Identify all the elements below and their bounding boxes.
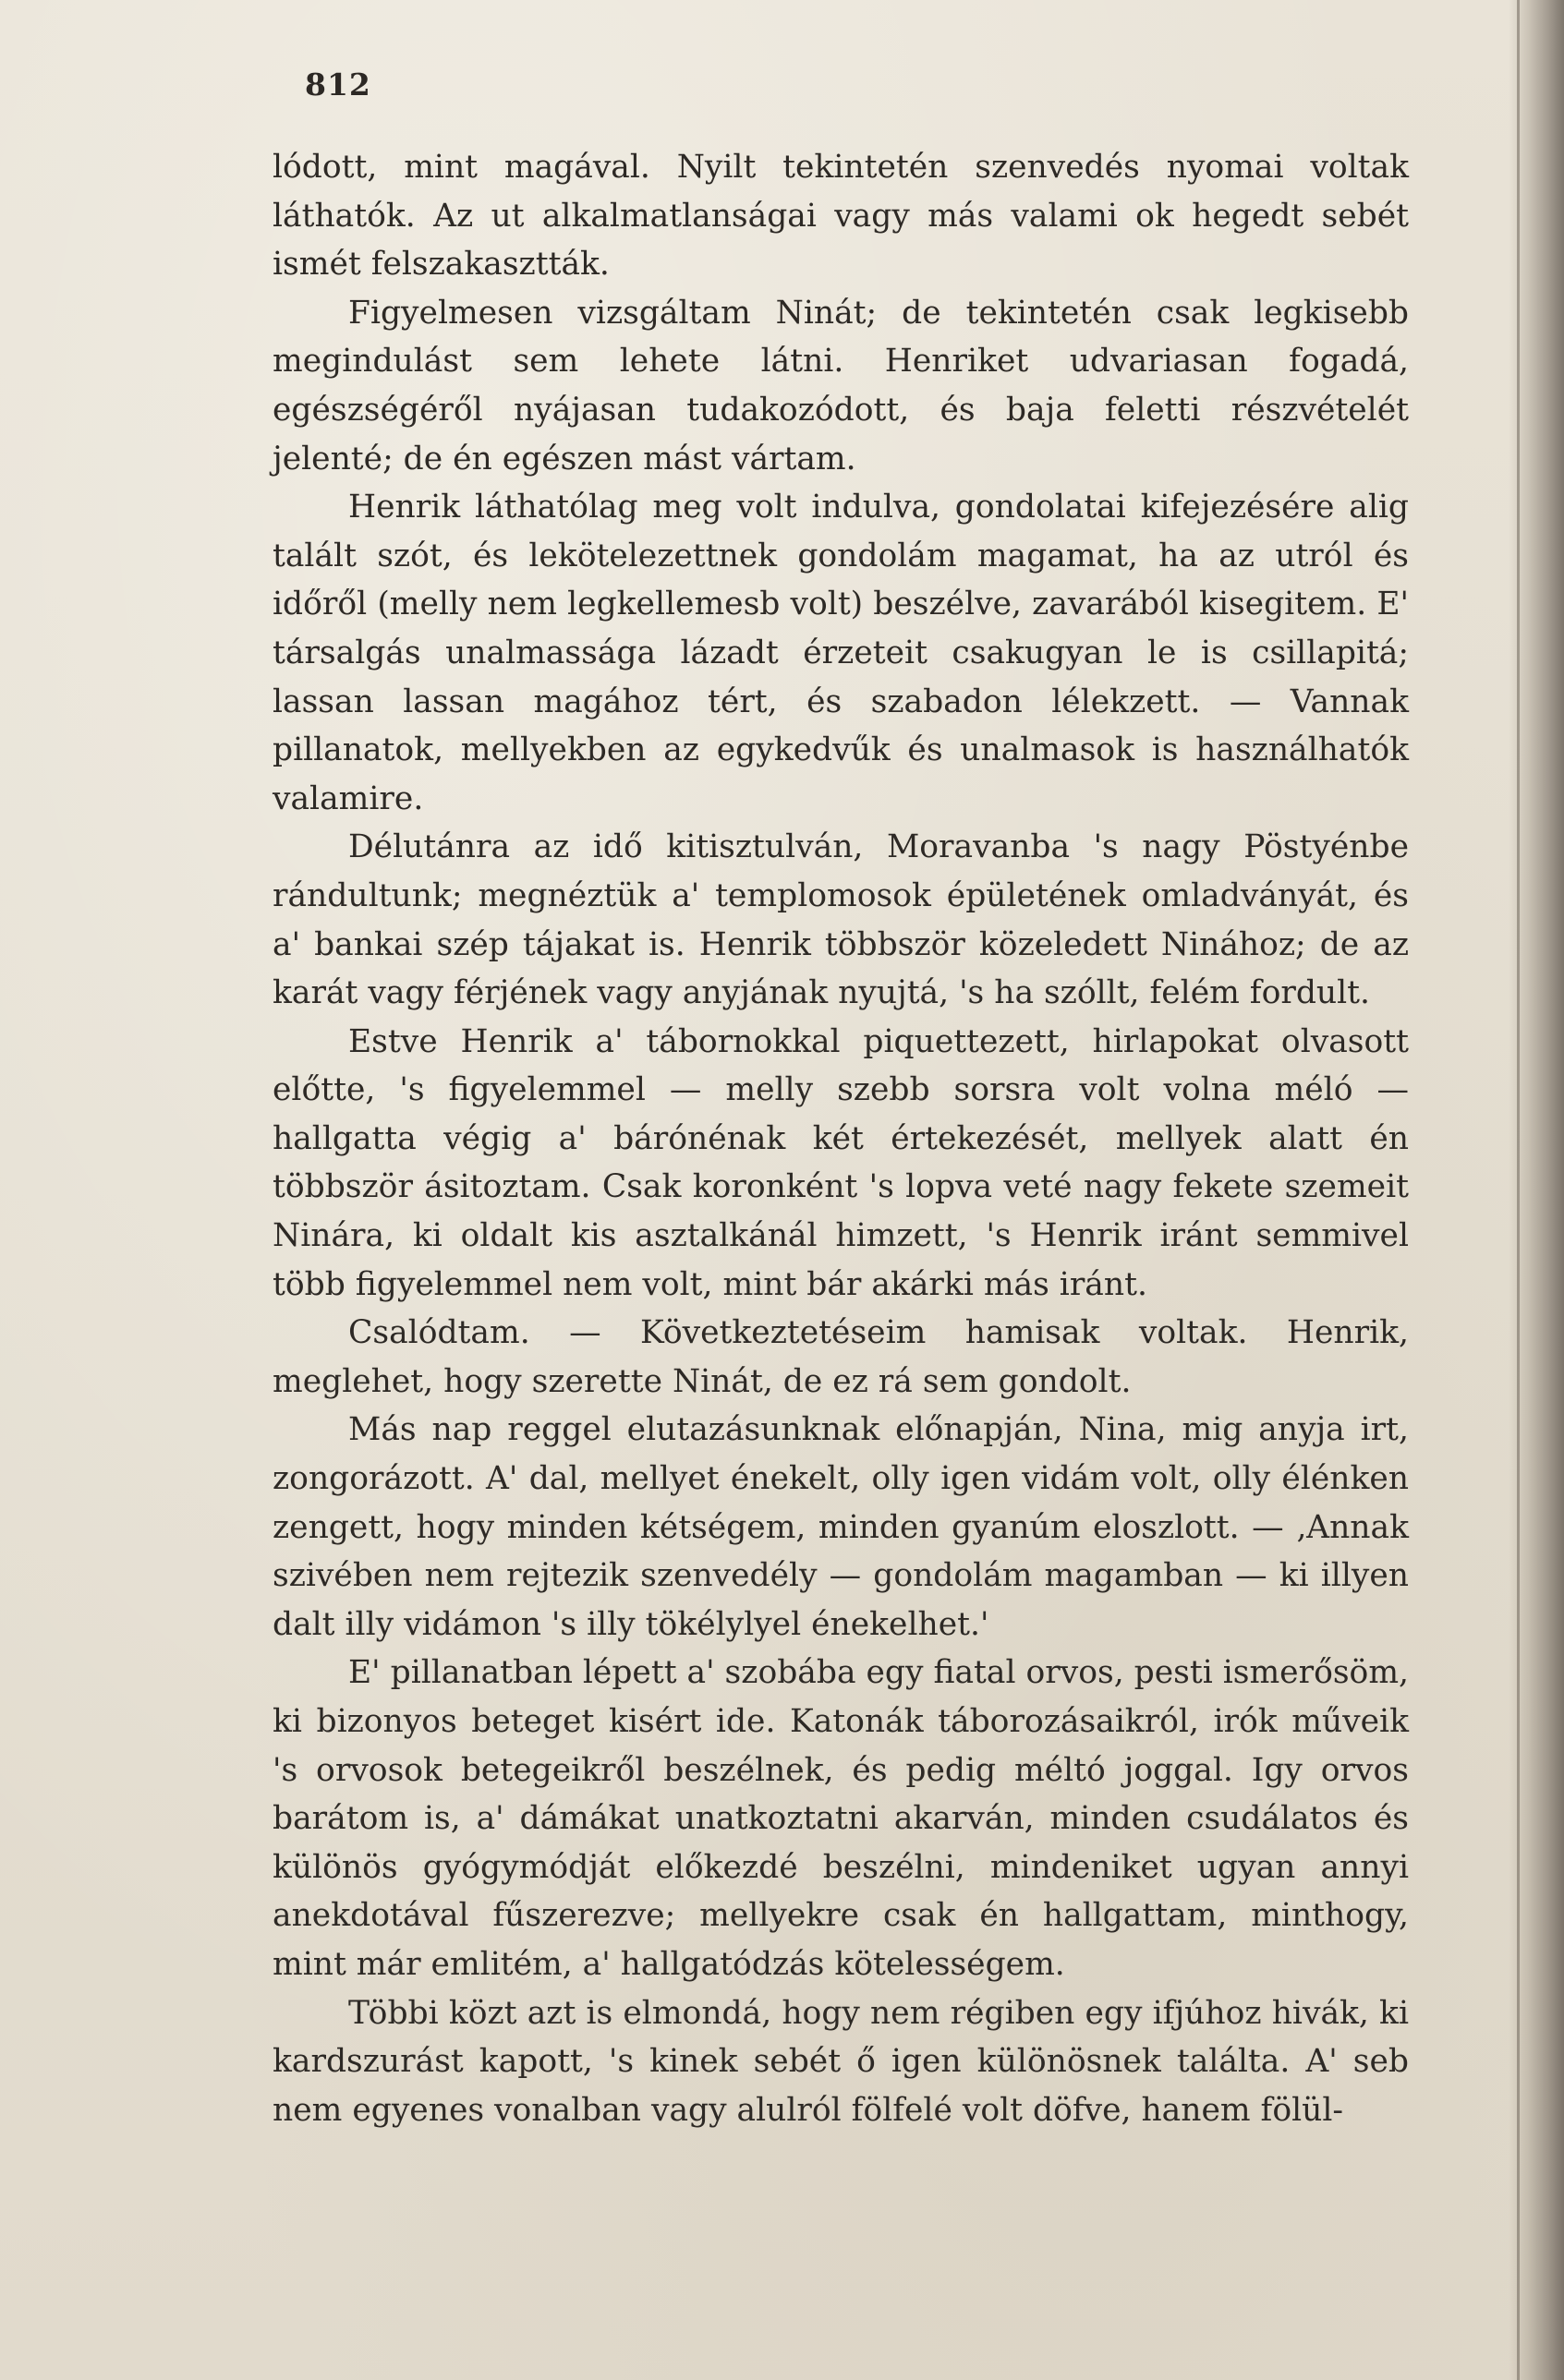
paragraph-5: Estve Henrik a' tábornokkal piquettezett, hirlapokat olvasott előtte, 's figyelemmel — melly szebb sorsra volt volna méló — hallgatta végig a' bárónénak két értekezését, mellyek alatt én többször ásitoztam. Csak koronként 's lopva veté nagy fekete szemeit Ninára, ki oldalt kis asztalkánál himzett, 's Henrik iránt semmivel több figyelemmel nem volt, mint bár akárki más iránt. (273, 1022, 1409, 1303)
paragraph-7: Más nap reggel elutazásunknak előnapján, Nina, mig anyja irt, zongorázott. A' dal, mellyet énekelt, olly igen vidám volt, olly élénken zengett, hogy minden kétségem, minden gyanúm eloszlott. — ‚Annak szivében nem rejtezik szenvedély — gondolám magamban — ki illyen dalt illy vidámon 's illy tökélylyel énekelhet.' (273, 1411, 1409, 1643)
paragraph-6: Csalódtam. — Következtetéseim hamisak voltak. Henrik, meglehet, hogy szerette Ninát, de ez rá sem gondolt. (273, 1314, 1409, 1400)
paragraph-2: Figyelmesen vizsgáltam Ninát; de tekintetén csak legkisebb megindulást sem lehete látni. Henriket udvariasan fogadá, egészségéről nyájasan tudakozódott, és baja feletti részvételét jelenté; de én egészen mást vártam. (273, 294, 1409, 477)
paragraph-1: lódott, mint magával. Nyilt tekintetén szenvedés nyomai voltak láthatók. Az ut alkalmatlanságai vagy más valami ok hegedt sebét ismét felszakasztták. (273, 149, 1409, 284)
body-text (273, 143, 1409, 2134)
paragraph-9: Többi közt azt is elmondá, hogy nem régiben egy ifjúhoz hivák, ki kardszurást kapott, 's kinek sebét ő igen különösnek találta. A' seb nem egyenes vonalban vagy alulról fölfelé volt döfve, hanem fölül- (273, 1994, 1409, 2129)
page-number: 812 (305, 66, 371, 103)
paragraph-4: Délutánra az idő kitisztulván, Moravanba 's nagy Pöstyénbe rándultunk; megnéztük a' templomosok épületének omladványát, és a' bankai szép tájakat is. Henrik többször közeledett Ninához; de az karát vagy férjének vagy anyjának nyujtá, 's ha szóllt, felém fordult. (273, 828, 1409, 1012)
page-binding-edge (1517, 0, 1520, 2380)
paragraph-3: Henrik láthatólag meg volt indulva, gondolatai kifejezésére alig talált szót, és lekötelezettnek gondolám magamat, ha az utról és időről (melly nem legkellemesb volt) beszélve, zavarából kisegitem. E' társalgás unalmassága lázadt érzeteit csakugyan le is csillapitá; lassan lassan magához tért, és szabadon lélekzett. — Vannak pillanatok, mellyekben az egykedvűk és unalmasok is használhatók valamire. (273, 489, 1409, 817)
paragraph-8: E' pillanatban lépett a' szobába egy fiatal orvos, pesti ismerősöm, ki bizonyos beteget kisért ide. Katonák táborozásaikról, irók műveik 's orvosok betegeikről beszélnek, és pedig méltó joggal. Igy orvos barátom is, a' dámákat unatkoztatni akarván, minden csudálatos és különös gyógymódját előkezdé beszélni, mindeniket ugyan annyi anekdotával fűszerezve; mellyekre csak én hallgattam, minthogy, mint már emlitém, a' hallgatódzás kötelességem. (273, 1654, 1409, 1983)
